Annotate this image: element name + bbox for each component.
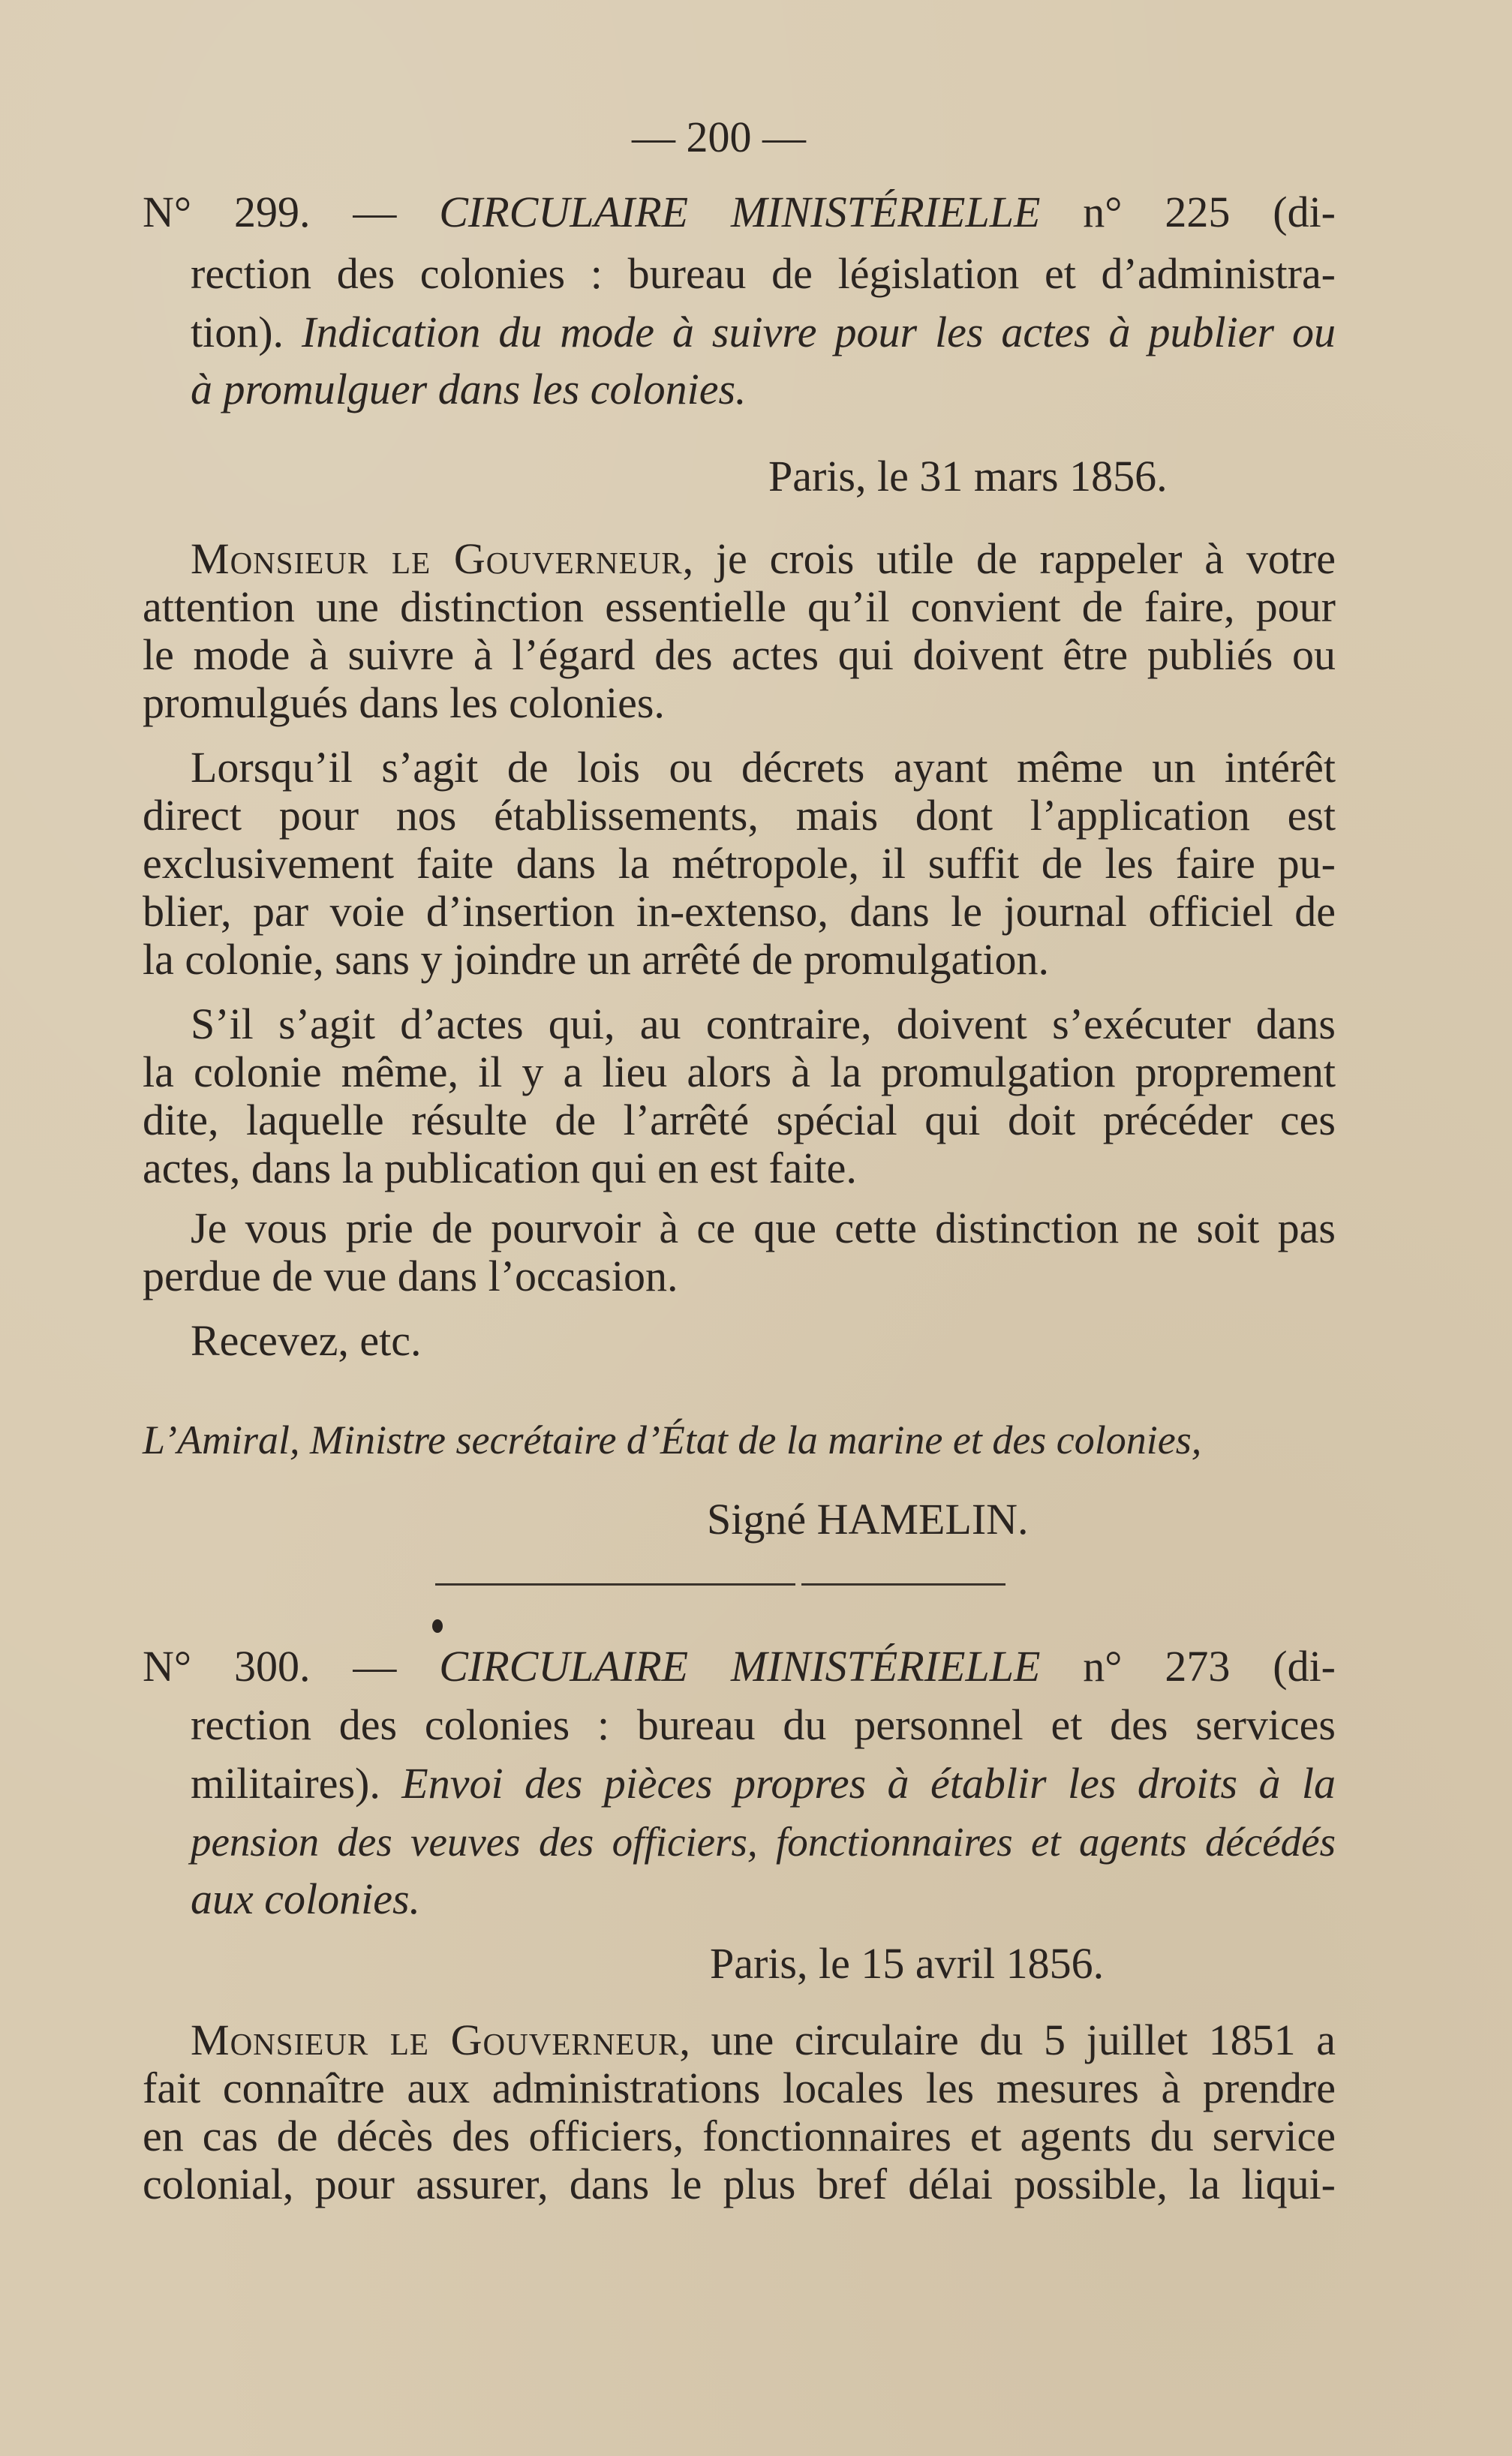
circular-299-body-line-10 (191, 998, 1336, 1051)
circular-299-subject: Indication du mode à suivre pour les actes à publier ou (302, 308, 1336, 356)
circular-299-signatory-text: L’Amiral, Ministre secrétaire d’État de la marine et des colonies, (143, 1417, 1202, 1462)
circular-299-body-line-14 (191, 1202, 1336, 1255)
circular-299-body-line-13 (143, 1142, 857, 1195)
circular-299-body-line-8 (143, 885, 1336, 938)
circular-300-body-text-4: colonial, pour assurer, dans le plus bref délai possible, la liqui- (143, 2160, 1336, 2208)
circular-300-subject: Envoi des pièces propres à établir les droits à la (401, 1759, 1336, 1808)
circular-300-number: N° 300. — (143, 1642, 397, 1691)
circular-299-body-text-1: , je crois utile de rappeler à votre (682, 534, 1336, 583)
circular-299-signature-text: Signé HAMELIN. (707, 1495, 1029, 1544)
circular-299-body-text-4: promulgués dans les colonies. (143, 678, 665, 727)
circular-299-body-line-11 (143, 1046, 1336, 1099)
circular-299-body-text-7: exclusivement faite dans la métropole, il suffit de les faire pu- (143, 839, 1336, 888)
circular-299-body-text-3: le mode à suivre à l’égard des actes qui doivent être publiés ou (143, 630, 1336, 679)
circular-300-body-line-1 (191, 2014, 1336, 2067)
circular-299-body-line-4 (143, 677, 665, 729)
circular-299-body-text-15: perdue de vue dans l’occasion. (143, 1252, 678, 1300)
circular-299-body-line-6 (143, 789, 1336, 842)
circular-300-date (710, 1937, 1104, 1990)
circular-299-body-text-11: la colonie même, il y a lieu alors à la promulgation proprement (143, 1048, 1336, 1096)
circular-300-salutation: Monsieur le Gouverneur (191, 2016, 680, 2064)
circular-300-body-text-1: , une circulaire du 5 juillet 1851 a (679, 2016, 1336, 2064)
circular-299-heading-text-3a: tion). (191, 308, 284, 356)
circular-300-heading-line-4 (191, 1816, 1336, 1868)
circular-300-heading-line-5 (191, 1873, 420, 1925)
circular-300-heading-line-1 (143, 1640, 1336, 1693)
circular-299-date-text: Paris, le 31 mars 1856. (768, 452, 1168, 501)
circular-299-body-text-6: direct pour nos établissements, mais dont l’application est (143, 791, 1336, 840)
circular-299-body-text-13: actes, dans la publication qui en est faite. (143, 1144, 857, 1192)
circular-299-body-text-12: dite, laquelle résulte de l’arrêté spécial qui doit précéder ces (143, 1096, 1336, 1144)
circular-299-number: N° 299. — (143, 188, 397, 236)
circular-300-subject-2: pension des veuves des officiers, fonctionnaires et agents décédés (191, 1819, 1336, 1865)
circular-299-title: CIRCULAIRE MINISTÉRIELLE (439, 188, 1041, 236)
circular-299-body-line-3 (143, 629, 1336, 681)
circular-300-title: CIRCULAIRE MINISTÉRIELLE (439, 1642, 1041, 1691)
circular-299-body-text-10: S’il s’agit d’actes qui, au contraire, doivent s’exécuter dans (191, 1000, 1336, 1048)
circular-300-heading-line-3 (191, 1757, 1336, 1810)
circular-299-date (768, 450, 1168, 503)
circular-299-body-text-9: la colonie, sans y joindre un arrêté de promulgation. (143, 935, 1049, 984)
circular-299-heading-line-2 (191, 248, 1336, 300)
circular-299-signatory-title (143, 1414, 1201, 1466)
circular-299-salutation: Monsieur le Gouverneur (191, 534, 683, 583)
circular-299-reference: n° 225 (di- (1083, 188, 1336, 236)
circular-300-body-text-3: en cas de décès des officiers, fonctionnaires et agents du service (143, 2112, 1336, 2160)
circular-299-closing (191, 1315, 422, 1367)
separator-rule-right (801, 1583, 1005, 1586)
circular-299-body-line-9 (143, 933, 1049, 986)
ornament-dot (432, 1619, 443, 1633)
circular-300-heading-text-2: rection des colonies : bureau du personnel et des services (191, 1700, 1336, 1749)
circular-299-body-text-8: blier, par voie d’insertion in-extenso, dans le journal officiel de (143, 887, 1336, 936)
circular-300-heading-line-2 (191, 1699, 1336, 1751)
circular-299-heading-line-1 (143, 186, 1336, 239)
circular-299-body-text-2: attention une distinction essentielle qu’il convient de faire, pour (143, 582, 1336, 631)
circular-299-heading-text-2: rection des colonies : bureau de législation et d’administra- (191, 249, 1336, 298)
circular-300-subject-end: aux colonies. (191, 1874, 421, 1923)
circular-299-body-line-1 (191, 533, 1336, 585)
circular-299-heading-line-4 (191, 363, 747, 416)
circular-300-heading-text-3a: militaires). (191, 1759, 380, 1808)
circular-299-subject-end: à promulguer dans les colonies. (191, 365, 747, 413)
circular-299-body-line-2 (143, 581, 1336, 633)
circular-300-date-text: Paris, le 15 avril 1856. (710, 1939, 1105, 1988)
circular-300-body-line-4 (143, 2158, 1336, 2211)
circular-300-body-line-3 (143, 2110, 1336, 2163)
circular-300-body-line-2 (143, 2062, 1336, 2115)
circular-299-closing-text: Recevez, etc. (191, 1316, 422, 1365)
separator-rule-left (435, 1583, 795, 1586)
circular-299-body-line-12 (143, 1094, 1336, 1147)
circular-299-body-line-7 (143, 837, 1336, 890)
circular-299-body-line-15 (143, 1250, 678, 1303)
page-number: — 200 — (632, 113, 806, 161)
circular-299-body-line-5 (191, 741, 1336, 794)
circular-299-body-text-5: Lorsqu’il s’agit de lois ou décrets ayant même un intérêt (191, 743, 1336, 792)
circular-299-body-text-14: Je vous prie de pourvoir à ce que cette distinction ne soit pas (191, 1204, 1336, 1252)
circular-300-body-text-2: fait connaître aux administrations locales les mesures à prendre (143, 2064, 1336, 2112)
circular-299-signature (707, 1493, 1029, 1546)
circular-300-reference: n° 273 (di- (1083, 1642, 1336, 1691)
circular-299-heading-line-3 (191, 306, 1336, 359)
